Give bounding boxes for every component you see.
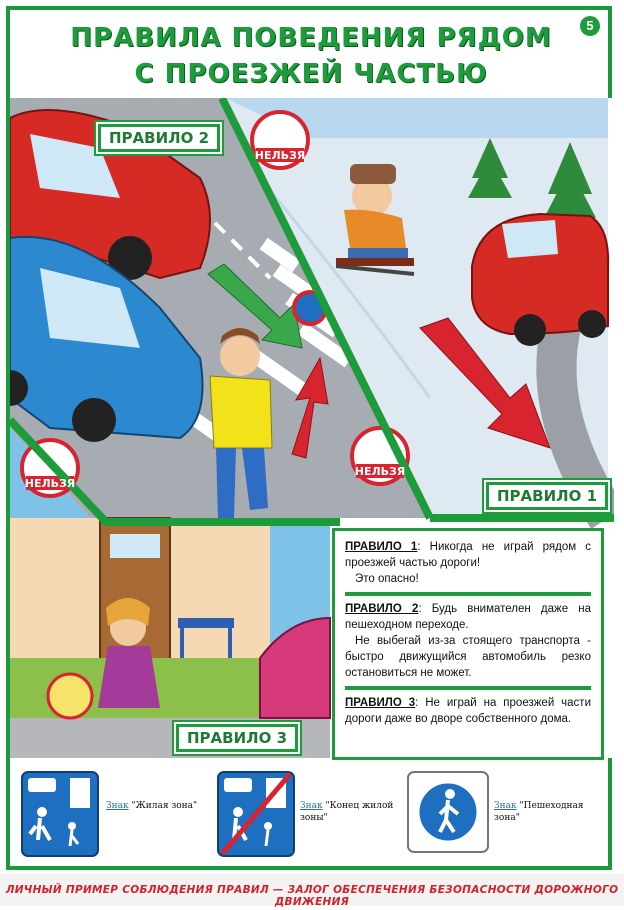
warning-label-3: НЕЛЬЗЯ <box>24 477 76 490</box>
sign-prefix-1: Знак <box>106 801 129 811</box>
sign-name-2: "Конец жилой зоны" <box>300 801 394 823</box>
rule-2-label: ПРАВИЛО 2 <box>345 603 419 615</box>
sign-prefix-2: Знак <box>300 801 323 811</box>
pedestrian-zone-sign-icon <box>406 770 490 854</box>
rule-1-paragraph <box>345 539 591 571</box>
sign-prefix-3: Знак <box>494 801 517 811</box>
separator <box>345 592 591 596</box>
rule-1-note: Это опасно! <box>355 573 419 585</box>
footer-slogan: ЛИЧНЫЙ ПРИМЕР СОБЛЮДЕНИЯ ПРАВИЛ — ЗАЛОГ ОБЕСПЕЧЕНИЯ БЕЗОПАСНОСТИ ДОРОЖНОГО ДВИЖЕНИЯ <box>5 884 619 908</box>
page-number: 5 <box>580 16 600 36</box>
rule-3-label: ПРАВИЛО 3 <box>345 697 416 709</box>
rule-3-paragraph <box>345 695 591 727</box>
separator <box>345 686 591 690</box>
footer-banner <box>0 874 624 906</box>
rule-1-tag: ПРАВИЛО 1 <box>486 482 608 510</box>
rule-2-tag: ПРАВИЛО 2 <box>98 124 220 152</box>
road-signs-panel <box>14 762 608 866</box>
rule-2-note: Не выбегай из-за стоящего транспорта - быстро движущийся автомобиль резко остановиться не может. <box>345 635 591 679</box>
sign-caption-3 <box>494 800 608 824</box>
sign-name-3: "Пешеходная зона" <box>494 801 584 823</box>
rule-2-text: : Будь внимателен даже на пешеходном переходе. <box>345 603 591 631</box>
sign-caption-1 <box>106 800 197 812</box>
end-living-zone-sign-icon <box>216 770 296 858</box>
sign-name-1: "Жилая зона" <box>131 801 198 811</box>
sign-caption-2 <box>300 800 400 824</box>
rules-info-box <box>332 528 604 760</box>
red-car-right <box>472 214 608 346</box>
rule-1-label: ПРАВИЛО 1 <box>345 541 418 553</box>
rule-2-paragraph <box>345 601 591 633</box>
warning-label-2: НЕЛЬЗЯ <box>354 465 406 478</box>
rule-3-text: : Не играй на проезжей части дороги даже во дворе собственного дома. <box>345 697 591 725</box>
title-line-2: С ПРОЕЗЖЕЙ ЧАСТЬЮ <box>134 59 488 89</box>
title-line-1: ПРАВИЛА ПОВЕДЕНИЯ РЯДОМ <box>70 23 552 53</box>
living-zone-sign-icon <box>20 770 100 858</box>
warning-label-1: НЕЛЬЗЯ <box>254 149 306 162</box>
rule-3-tag: ПРАВИЛО 3 <box>176 724 298 752</box>
rule-1-text: : Никогда не играй рядом с проезжей частью дороги! <box>345 541 592 569</box>
title-box <box>16 12 606 96</box>
poster-title <box>16 20 606 92</box>
